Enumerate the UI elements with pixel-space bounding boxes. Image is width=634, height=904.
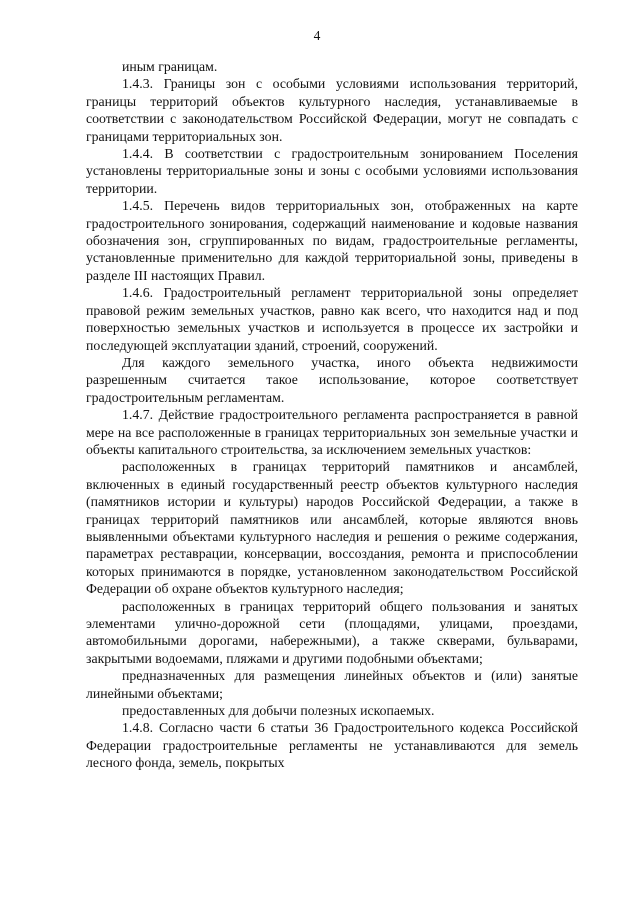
list-item-public-use: расположенных в границах территорий общего пользования и занятых элементами улично-дорожной сети (площадями, улицами, проездами, автомобильными дорогами, набережными), а также скверами, бульварами, закрытыми водоемами, пляжами и другими подобными объектами; <box>86 598 578 666</box>
paragraph-1-4-5: 1.4.5. Перечень видов территориальных зон, отображенных на карте градостроительного зонирования, содержащий наименование и кодовые названия обозначения зон, сгруппированных по видам, градостроительные регламенты, установленные применительно для каждой территориальной зоны, приведены в разделе III настоящих Правил. <box>86 198 578 283</box>
paragraph-permitted-use: Для каждого земельного участка, иного объекта недвижимости разрешенным считается такое использование, которое соответствует градостроительным регламентам. <box>86 354 578 405</box>
paragraph-1-4-6: 1.4.6. Градостроительный регламент территориальной зоны определяет правовой режим земельных участков, равно как всего, что находится над и под поверхностью земельных участков и используется в процессе их застройки и последующей эксплуатации зданий, строений, сооружений. <box>86 285 578 353</box>
body-text <box>86 58 578 772</box>
paragraph-1-4-8: 1.4.8. Согласно части 6 статьи 36 Градостроительного кодекса Российской Федерации градостроительные регламенты не устанавливаются для земель лесного фонда, земель, покрытых <box>86 720 578 771</box>
paragraph-1-4-7: 1.4.7. Действие градостроительного регламента распространяется в равной мере на все расположенные в границах территориальных зон земельные участки и объекты капитального строительства, за исключением земельных участков: <box>86 407 578 457</box>
paragraph-1-4-4: 1.4.4. В соответствии с градостроительным зонированием Поселения установлены территориальные зоны и зоны с особыми условиями использования территории. <box>86 146 578 196</box>
list-item-mining: предоставленных для добычи полезных ископаемых. <box>122 703 435 719</box>
list-item-heritage: расположенных в границах территорий памятников и ансамблей, включенных в единый государственный реестр объектов культурного наследия (памятников истории и культуры) народов Российской Федерации, а также в границах территорий памятников или ансамблей, которые являются вновь выявленными объектами культурного наследия и решения о режиме содержания, параметрах реставрации, консервации, воссоздания, ремонта и приспособлении которых принимаются в порядке, установленном законодательством Российской Федерации об охране объектов культурного наследия; <box>86 459 578 597</box>
page-number: 4 <box>313 28 321 43</box>
paragraph-continuation: иным границам. <box>122 59 218 74</box>
paragraph-1-4-3: 1.4.3. Границы зон с особыми условиями использования территорий, границы территорий объектов культурного наследия, устанавливаемые в соответствии с законодательством Российской Федерации, могут не совпадать с границами территориальных зон. <box>86 76 578 144</box>
list-item-linear-objects: предназначенных для размещения линейных объектов и (или) занятые линейными объектами; <box>86 668 578 701</box>
